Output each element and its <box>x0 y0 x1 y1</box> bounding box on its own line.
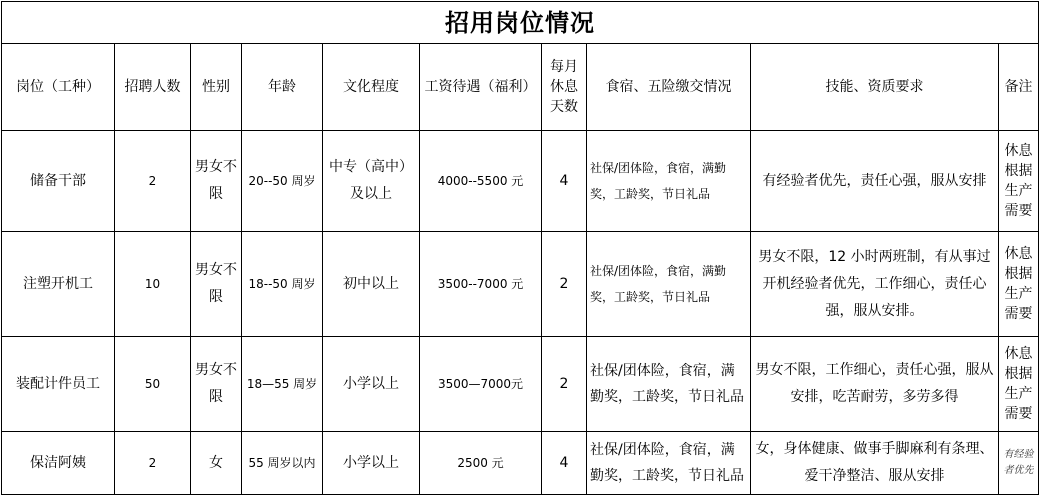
header-position: 岗位（工种） <box>2 44 115 131</box>
cell-requirements: 女，身体健康、做事手脚麻利有条理、爱干净整洁、服从安排 <box>751 432 999 495</box>
header-rest-days: 每月休息天数 <box>542 44 587 131</box>
cell-education: 初中以上 <box>323 232 420 337</box>
cell-education: 小学以上 <box>323 432 420 495</box>
cell-rest-days: 4 <box>542 131 587 232</box>
cell-education: 小学以上 <box>323 337 420 432</box>
table-row <box>2 432 1039 495</box>
cell-position: 装配计件员工 <box>2 337 115 432</box>
cell-benefits: 社保/团体险，食宿，满勤奖，工龄奖，节日礼品 <box>587 131 751 232</box>
header-benefits: 食宿、五险缴交情况 <box>587 44 751 131</box>
cell-remarks: 休息根据生产需要 <box>999 337 1039 432</box>
cell-salary: 2500 元 <box>420 432 542 495</box>
cell-requirements: 男女不限，工作细心，责任心强，服从安排，吃苦耐劳，多劳多得 <box>751 337 999 432</box>
cell-requirements: 男女不限，12 小时两班制，有从事过开机经验者优先，工作细心，责任心强，服从安排。 <box>751 232 999 337</box>
cell-benefits: 社保/团体险，食宿，满勤奖，工龄奖，节日礼品 <box>587 337 751 432</box>
cell-position: 储备干部 <box>2 131 115 232</box>
cell-requirements: 有经验者优先，责任心强，服从安排 <box>751 131 999 232</box>
header-gender: 性别 <box>191 44 242 131</box>
cell-salary: 3500--7000 元 <box>420 232 542 337</box>
cell-count: 10 <box>115 232 191 337</box>
recruitment-sheet <box>1 1 1039 495</box>
table-title: 招用岗位情况 <box>2 2 1039 44</box>
cell-age: 55 周岁以内 <box>242 432 323 495</box>
cell-gender: 男女不限 <box>191 232 242 337</box>
recruitment-table <box>1 1 1039 495</box>
header-row <box>2 44 1039 131</box>
header-remarks: 备注 <box>999 44 1039 131</box>
header-requirements: 技能、资质要求 <box>751 44 999 131</box>
header-salary: 工资待遇（福利） <box>420 44 542 131</box>
cell-count: 2 <box>115 432 191 495</box>
cell-remarks: 有经验者优先 <box>999 432 1039 495</box>
cell-position: 保洁阿姨 <box>2 432 115 495</box>
cell-salary: 3500—7000元 <box>420 337 542 432</box>
table-row <box>2 337 1039 432</box>
cell-age: 18--50 周岁 <box>242 232 323 337</box>
cell-rest-days: 2 <box>542 337 587 432</box>
table-row <box>2 131 1039 232</box>
cell-gender: 男女不限 <box>191 131 242 232</box>
header-age: 年龄 <box>242 44 323 131</box>
cell-rest-days: 4 <box>542 432 587 495</box>
cell-count: 50 <box>115 337 191 432</box>
header-count: 招聘人数 <box>115 44 191 131</box>
cell-benefits: 社保/团体险，食宿，满勤奖，工龄奖，节日礼品 <box>587 232 751 337</box>
cell-salary: 4000--5500 元 <box>420 131 542 232</box>
cell-benefits: 社保/团体险，食宿，满勤奖，工龄奖，节日礼品 <box>587 432 751 495</box>
cell-position: 注塑开机工 <box>2 232 115 337</box>
header-education: 文化程度 <box>323 44 420 131</box>
cell-remarks: 休息根据生产需要 <box>999 232 1039 337</box>
cell-education: 中专（高中）及以上 <box>323 131 420 232</box>
cell-remarks: 休息根据生产需要 <box>999 131 1039 232</box>
cell-gender: 男女不限 <box>191 337 242 432</box>
cell-age: 18—55 周岁 <box>242 337 323 432</box>
cell-count: 2 <box>115 131 191 232</box>
cell-rest-days: 2 <box>542 232 587 337</box>
table-row <box>2 232 1039 337</box>
cell-age: 20--50 周岁 <box>242 131 323 232</box>
cell-gender: 女 <box>191 432 242 495</box>
